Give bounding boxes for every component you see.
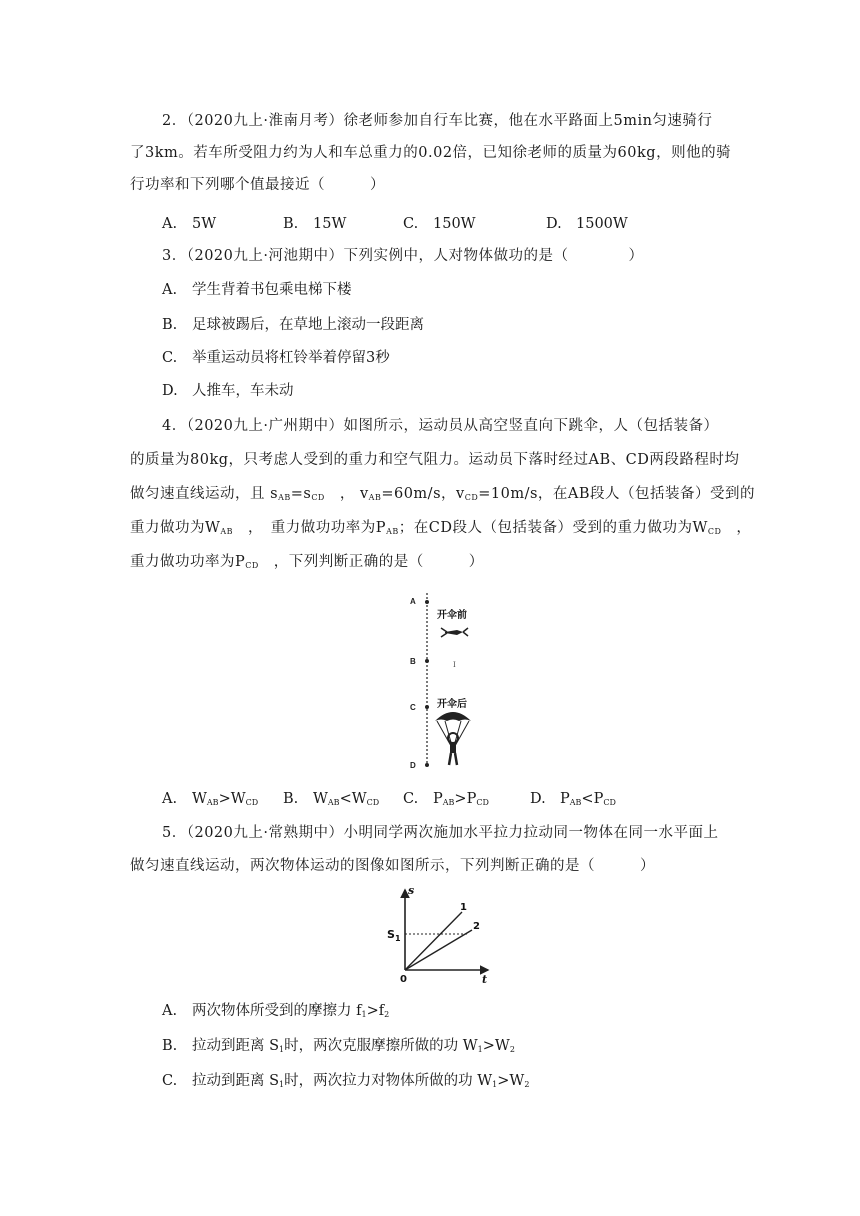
origin-label: 0 [400, 974, 407, 985]
small-mark: I [453, 661, 456, 669]
s1-label: $S_1$ [387, 928, 401, 943]
skydiver-icon [441, 628, 468, 637]
before-open-label: 开伞前 [437, 610, 467, 621]
q4-line-4: 重力做功为$W_{AB}$ ， 重力做功功率为$P_{AB}$；在CD段人（包括装备）受到的重力做功为$W_{CD}$ ， [130, 520, 752, 536]
q2-line-2: 了3km。若车所受阻力约为人和车总重力的0.02倍，已知徐老师的质量为60kg，则他的骑 [130, 145, 732, 161]
q4-option-a: A. $W_{AB}>W_{CD}$ [162, 791, 259, 807]
q2-option-b: B. 15W [283, 216, 347, 232]
q3-line-1: 3．（2020九上·河池期中）下列实例中，人对物体做功的是（ ） [162, 248, 644, 264]
point-b-dot [425, 659, 429, 663]
q3-option-c: C. 举重运动员将杠铃举着停留3秒 [162, 350, 390, 366]
line-1-label: 1 [460, 902, 467, 913]
distance-time-graph [370, 882, 500, 987]
q4-option-b: B. $W_{AB}<W_{CD}$ [283, 791, 380, 807]
q5-line-2: 做匀速直线运动，两次物体运动的图像如图所示，下列判断正确的是（ ） [130, 858, 655, 874]
q4-option-d: D. $P_{AB}<P_{CD}$ [530, 791, 616, 807]
q4-option-c: C. $P_{AB}>P_{CD}$ [403, 791, 489, 807]
q4-line-5: 重力做功功率为$P_{CD}$ ，下列判断正确的是（ ） [130, 554, 484, 570]
line-2-label: 2 [473, 921, 480, 932]
x-axis-label: t [482, 973, 488, 986]
q4-line-1: 4．（2020九上·广州期中）如图所示，运动员从高空竖直向下跳伞，人（包括装备） [162, 418, 719, 434]
q3-option-d: D. 人推车，车未动 [162, 383, 294, 399]
point-b-label: B [410, 657, 416, 666]
q3-option-b: B. 足球被踢后，在草地上滚动一段距离 [162, 317, 424, 333]
point-a-label: A [410, 597, 416, 606]
point-a-dot [425, 600, 429, 604]
q2-option-c: C. 150W [403, 216, 476, 232]
q2-line-3: 行功率和下列哪个值最接近（ ） [130, 177, 385, 193]
parachute-figure [405, 588, 495, 773]
q3-option-a: A. 学生背着书包乘电梯下楼 [162, 282, 352, 298]
q4-line-3: 做匀速直线运动，且 $s_{AB}=s_{CD}$ ， $v_{AB}=60m/s$，$v_{CD}=10m/s$，在AB段人（包括装备）受到的 [130, 486, 756, 502]
after-open-label: 开伞后 [437, 699, 467, 710]
q4-line-2: 的质量为80kg，只考虑人受到的重力和空气阻力。运动员下落时经过AB、CD两段路程时均 [130, 452, 740, 468]
q5-option-c: C. 拉动到距离 $S_1$时，两次拉力对物体所做的功 $W_1>W_2$ [162, 1073, 530, 1089]
q2-option-d: D. 1500W [546, 216, 628, 232]
q5-line-1: 5．（2020九上·常熟期中）小明同学两次施加水平拉力拉动同一物体在同一水平面上 [162, 825, 719, 841]
q2-option-a: A. 5W [162, 216, 217, 232]
point-c-dot [425, 705, 429, 709]
q5-option-b: B. 拉动到距离 $S_1$时，两次克服摩擦所做的功 $W_1>W_2$ [162, 1038, 515, 1054]
y-axis-label: s [408, 884, 415, 897]
point-c-label: C [410, 703, 416, 712]
q2-line-1: 2．（2020九上·淮南月考）徐老师参加自行车比赛，他在水平路面上5min匀速骑行 [162, 113, 713, 129]
point-d-label: D [410, 761, 416, 770]
point-d-dot [425, 763, 429, 767]
q5-option-a: A. 两次物体所受到的摩擦力 $f_1>f_2$ [162, 1003, 390, 1019]
parachute-icon [435, 712, 471, 765]
